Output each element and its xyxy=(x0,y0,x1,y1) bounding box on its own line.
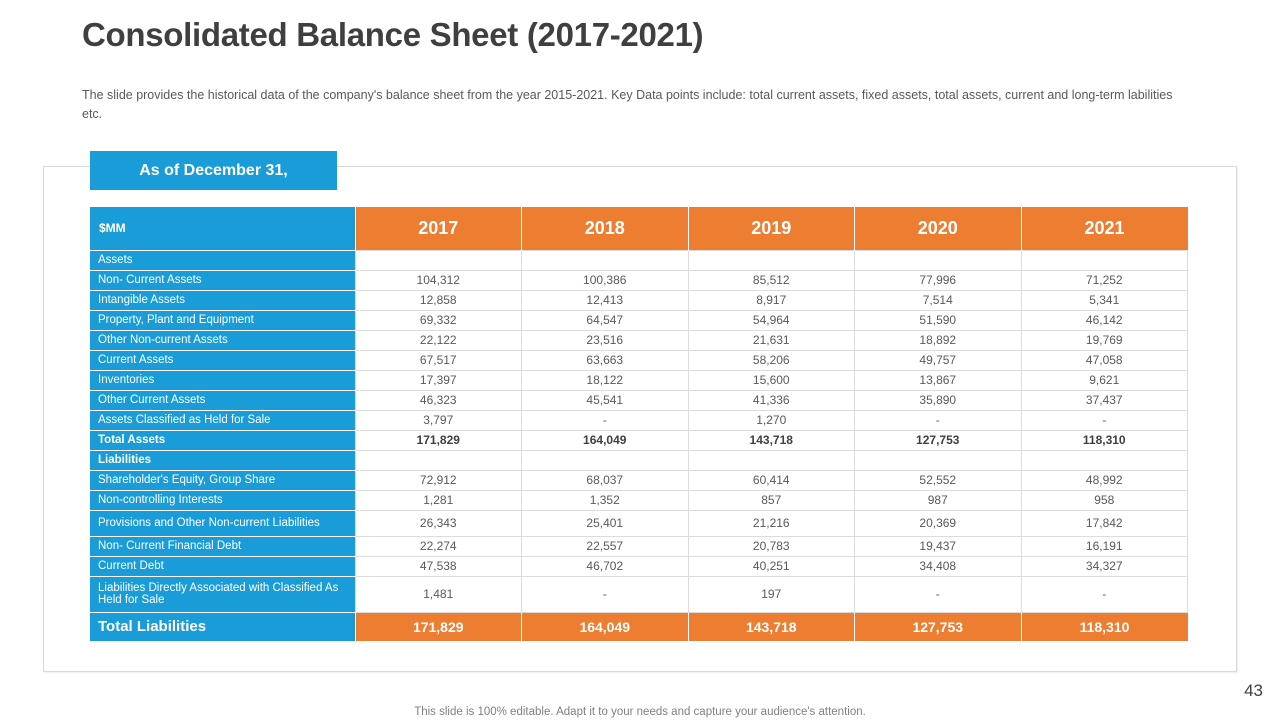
cell-value: 958 xyxy=(1021,490,1188,510)
row-label: Non-controlling Interests xyxy=(90,490,355,510)
cell-value: - xyxy=(522,410,689,430)
table-row xyxy=(90,556,1188,576)
row-label: Provisions and Other Non-current Liabilities xyxy=(90,510,355,536)
cell-value xyxy=(1021,450,1188,470)
cell-value: 127,753 xyxy=(855,612,1022,641)
date-badge: As of December 31, xyxy=(90,151,337,190)
balance-sheet-table xyxy=(90,207,1188,642)
cell-value: 19,437 xyxy=(855,536,1022,556)
cell-value: 34,408 xyxy=(855,556,1022,576)
row-label: Total Liabilities xyxy=(90,612,355,641)
cell-value: 23,516 xyxy=(522,330,689,350)
cell-value: 197 xyxy=(688,576,855,612)
page-number: 43 xyxy=(1244,681,1263,700)
year-header-cell: 2018 xyxy=(522,207,689,250)
cell-value: 143,718 xyxy=(688,612,855,641)
table-row xyxy=(90,390,1188,410)
table-row xyxy=(90,310,1188,330)
year-header-cell: 2021 xyxy=(1021,207,1188,250)
cell-value: 34,327 xyxy=(1021,556,1188,576)
cell-value: 25,401 xyxy=(522,510,689,536)
cell-value: 22,274 xyxy=(355,536,522,556)
cell-value: 164,049 xyxy=(522,430,689,450)
cell-value: 16,191 xyxy=(1021,536,1188,556)
cell-value xyxy=(355,250,522,270)
cell-value: 3,797 xyxy=(355,410,522,430)
cell-value: 68,037 xyxy=(522,470,689,490)
cell-value: 46,702 xyxy=(522,556,689,576)
cell-value: - xyxy=(1021,576,1188,612)
cell-value: 9,621 xyxy=(1021,370,1188,390)
cell-value: 85,512 xyxy=(688,270,855,290)
cell-value: 46,142 xyxy=(1021,310,1188,330)
cell-value: 21,631 xyxy=(688,330,855,350)
cell-value: 46,323 xyxy=(355,390,522,410)
cell-value: 48,992 xyxy=(1021,470,1188,490)
cell-value: 45,541 xyxy=(522,390,689,410)
table-row xyxy=(90,350,1188,370)
row-label: Assets xyxy=(90,250,355,270)
cell-value: 17,397 xyxy=(355,370,522,390)
table-row xyxy=(90,430,1188,450)
table-row xyxy=(90,510,1188,536)
cell-value: 127,753 xyxy=(855,430,1022,450)
cell-value: 26,343 xyxy=(355,510,522,536)
year-header-cell: 2017 xyxy=(355,207,522,250)
table-row xyxy=(90,330,1188,350)
cell-value: 987 xyxy=(855,490,1022,510)
cell-value: 1,352 xyxy=(522,490,689,510)
cell-value: 17,842 xyxy=(1021,510,1188,536)
table-row xyxy=(90,250,1188,270)
cell-value: 35,890 xyxy=(855,390,1022,410)
cell-value xyxy=(688,250,855,270)
row-label: Non- Current Assets xyxy=(90,270,355,290)
row-label: Other Current Assets xyxy=(90,390,355,410)
row-label: Non- Current Financial Debt xyxy=(90,536,355,556)
cell-value: 8,917 xyxy=(688,290,855,310)
cell-value: 60,414 xyxy=(688,470,855,490)
row-label: Current Assets xyxy=(90,350,355,370)
cell-value: 41,336 xyxy=(688,390,855,410)
cell-value: 22,557 xyxy=(522,536,689,556)
cell-value xyxy=(1021,250,1188,270)
cell-value: 22,122 xyxy=(355,330,522,350)
cell-value: 1,481 xyxy=(355,576,522,612)
cell-value: 7,514 xyxy=(855,290,1022,310)
header-row xyxy=(90,207,1188,250)
cell-value: 49,757 xyxy=(855,350,1022,370)
table-row xyxy=(90,490,1188,510)
cell-value: 37,437 xyxy=(1021,390,1188,410)
cell-value: 72,912 xyxy=(355,470,522,490)
year-header-cell: 2020 xyxy=(855,207,1022,250)
cell-value: - xyxy=(855,576,1022,612)
footer-note: This slide is 100% editable. Adapt it to your needs and capture your audience's attention. xyxy=(414,706,866,718)
cell-value: 47,538 xyxy=(355,556,522,576)
cell-value: 18,122 xyxy=(522,370,689,390)
table-row xyxy=(90,576,1188,612)
cell-value: 118,310 xyxy=(1021,612,1188,641)
row-label: Total Assets xyxy=(90,430,355,450)
cell-value: 63,663 xyxy=(522,350,689,370)
year-header-cell: 2019 xyxy=(688,207,855,250)
cell-value: 12,413 xyxy=(522,290,689,310)
cell-value: 13,867 xyxy=(855,370,1022,390)
cell-value: 51,590 xyxy=(855,310,1022,330)
cell-value: 40,251 xyxy=(688,556,855,576)
table-row xyxy=(90,450,1188,470)
cell-value: 47,058 xyxy=(1021,350,1188,370)
cell-value xyxy=(855,450,1022,470)
row-label: Liabilities xyxy=(90,450,355,470)
cell-value: - xyxy=(855,410,1022,430)
table-row xyxy=(90,410,1188,430)
cell-value: 20,369 xyxy=(855,510,1022,536)
cell-value xyxy=(522,450,689,470)
table-row xyxy=(90,612,1188,641)
table-row xyxy=(90,470,1188,490)
row-label: Inventories xyxy=(90,370,355,390)
slide-title: Consolidated Balance Sheet (2017-2021) xyxy=(82,16,704,53)
cell-value: 77,996 xyxy=(855,270,1022,290)
row-label: Intangible Assets xyxy=(90,290,355,310)
table-row xyxy=(90,270,1188,290)
cell-value: 1,281 xyxy=(355,490,522,510)
table-row xyxy=(90,536,1188,556)
table-row xyxy=(90,290,1188,310)
table-body xyxy=(90,250,1188,641)
row-label: Other Non-current Assets xyxy=(90,330,355,350)
cell-value: 12,858 xyxy=(355,290,522,310)
cell-value: 118,310 xyxy=(1021,430,1188,450)
unit-header-cell: $MM xyxy=(90,207,355,250)
cell-value: 15,600 xyxy=(688,370,855,390)
row-label: Liabilities Directly Associated with Classified As Held for Sale xyxy=(90,576,355,612)
cell-value: 19,769 xyxy=(1021,330,1188,350)
cell-value: - xyxy=(1021,410,1188,430)
cell-value: 5,341 xyxy=(1021,290,1188,310)
cell-value: 67,517 xyxy=(355,350,522,370)
cell-value: 58,206 xyxy=(688,350,855,370)
cell-value: 171,829 xyxy=(355,430,522,450)
slide-description: The slide provides the historical data of the company's balance sheet from the year 2015-2021. Key Data points include: total current assets, fixed assets, total assets, current and long-term labilities etc. xyxy=(82,88,1173,122)
cell-value xyxy=(688,450,855,470)
row-label: Assets Classified as Held for Sale xyxy=(90,410,355,430)
cell-value: 164,049 xyxy=(522,612,689,641)
cell-value: 100,386 xyxy=(522,270,689,290)
cell-value: 64,547 xyxy=(522,310,689,330)
cell-value: 52,552 xyxy=(855,470,1022,490)
cell-value xyxy=(355,450,522,470)
cell-value: 21,216 xyxy=(688,510,855,536)
cell-value: 1,270 xyxy=(688,410,855,430)
cell-value xyxy=(855,250,1022,270)
row-label: Shareholder's Equity, Group Share xyxy=(90,470,355,490)
cell-value: 69,332 xyxy=(355,310,522,330)
cell-value: 171,829 xyxy=(355,612,522,641)
cell-value: 104,312 xyxy=(355,270,522,290)
cell-value: - xyxy=(522,576,689,612)
cell-value: 18,892 xyxy=(855,330,1022,350)
cell-value: 71,252 xyxy=(1021,270,1188,290)
row-label: Current Debt xyxy=(90,556,355,576)
table-row xyxy=(90,370,1188,390)
cell-value: 20,783 xyxy=(688,536,855,556)
cell-value: 143,718 xyxy=(688,430,855,450)
row-label: Property, Plant and Equipment xyxy=(90,310,355,330)
cell-value: 857 xyxy=(688,490,855,510)
cell-value xyxy=(522,250,689,270)
cell-value: 54,964 xyxy=(688,310,855,330)
table-header xyxy=(90,207,1188,250)
